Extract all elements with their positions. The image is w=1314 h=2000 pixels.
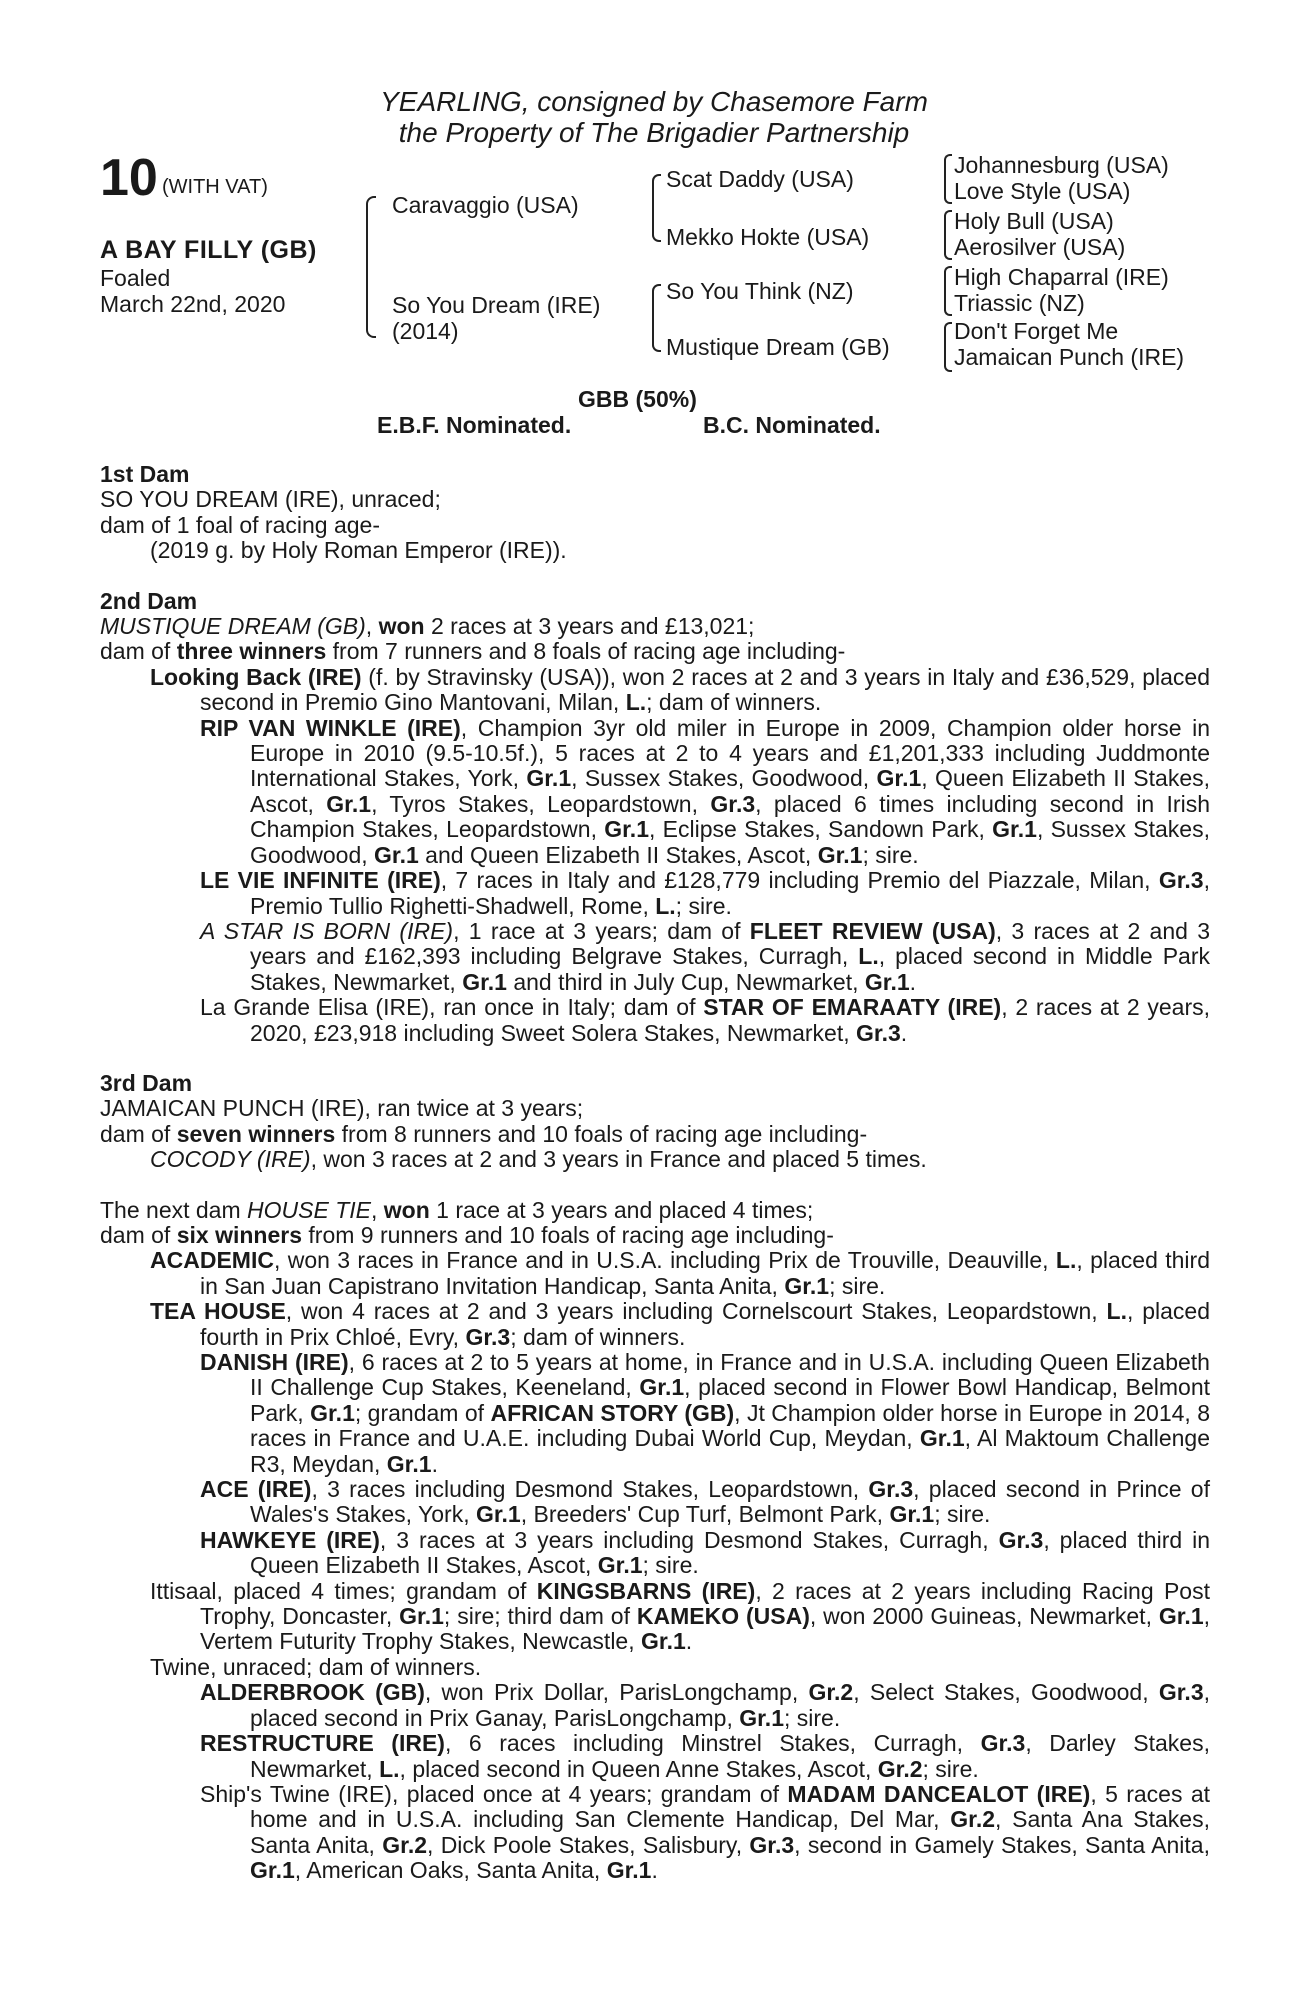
- entry-ace: ACE (IRE), 3 races including Desmond Stakes, Leopardstown, Gr.3, placed second in Prince of Wales's Stakes, York, Gr.1, Breeders' Cup Turf, Belmont Park, Gr.1; sire.: [200, 1476, 1210, 1528]
- pedigree-brace-g2: [944, 210, 952, 260]
- pedigree-g5: High Chaparral (IRE): [954, 264, 1169, 290]
- entry-academic: ACADEMIC, won 3 races in France and in U.S.A. including Prix de Trouville, Deauville, L., placed third in San Juan Capistrano Invitation Handicap, Santa Anita, Gr.1; sire.: [150, 1247, 1210, 1299]
- bc-nominated: B.C. Nominated.: [703, 412, 881, 438]
- entry-la-grande-elisa: La Grande Elisa (IRE), ran once in Italy; dam of STAR OF EMARAATY (IRE), 2 races at 2 years, 2020, £23,918 including Sweet Solera Stakes, Newmarket, Gr.3.: [200, 994, 1210, 1046]
- pedigree-g6: Triassic (NZ): [954, 290, 1085, 316]
- pedigree-brace-g4: [944, 322, 952, 372]
- first-dam-heading: 1st Dam: [100, 461, 190, 487]
- pedigree-brace-sire: [652, 174, 661, 242]
- pedigree-dam: So You Dream (IRE): [392, 292, 601, 318]
- third-dam-heading: 3rd Dam: [100, 1069, 193, 1096]
- entry-ships-twine: Ship's Twine (IRE), placed once at 4 years; grandam of MADAM DANCEALOT (IRE), 5 races at home and in U.S.A. including San Clemente Handicap, Del Mar, Gr.2, Santa Ana Stakes, Santa Anita, Gr.2, Dick Poole Stakes, Salisbury, Gr.3, second in Gamely Stakes, Santa Anita, Gr.1, American Oaks, Santa Anita, Gr.1.: [200, 1780, 1211, 1884]
- catalogue-header: [354, 86, 954, 148]
- gbb-percentage: GBB (50%): [578, 386, 697, 412]
- next-dam-summary: The next dam HOUSE TIE, won 1 race at 3 years and placed 4 times;: [100, 1196, 814, 1223]
- pedigree-g7: Don't Forget Me: [954, 318, 1119, 344]
- catalogue-body: [100, 462, 1210, 1884]
- pedigree-brace-dam: [652, 284, 661, 352]
- pedigree-g3: Holy Bull (USA): [954, 208, 1114, 234]
- lot-vat: (WITH VAT): [162, 176, 268, 198]
- first-dam-line-2: dam of 1 foal of racing age-: [100, 511, 380, 538]
- second-dam-summary: MUSTIQUE DREAM (GB), won 2 races at 3 years and £13,021;: [100, 613, 755, 640]
- pedigree-g8: Jamaican Punch (IRE): [954, 344, 1185, 370]
- pedigree-sire-dam: Mekko Hokte (USA): [666, 224, 870, 250]
- entry-alderbrook: ALDERBROOK (GB), won Prix Dollar, ParisLongchamp, Gr.2, Select Stakes, Goodwood, Gr.3, placed second in Prix Ganay, ParisLongchamp, Gr.1; sire.: [200, 1679, 1211, 1731]
- header-line-2: the Property of The Brigadier Partnership: [398, 117, 910, 148]
- first-dam-line-1: SO YOU DREAM (IRE), unraced;: [100, 486, 441, 513]
- pedigree-g2: Love Style (USA): [954, 178, 1131, 204]
- pedigree-brace-main: [366, 196, 376, 338]
- entry-rip-van-winkle: RIP VAN WINKLE (IRE), Champion 3yr old miler in Europe in 2009, Champion older horse in Europe in 2010 (9.5-10.5f.), 5 races at 2 to 4 years and £1,201,333 including Juddmonte International Stakes, York, Gr.1, Sussex Stakes, Goodwood, Gr.1, Queen Elizabeth II Stakes, Ascot, Gr.1, Tyros Stakes, Leopardstown, Gr.3, placed 6 times including second in Irish Champion Stakes, Leopardstown, Gr.1, Eclipse Stakes, Sandown Park, Gr.1, Sussex Stakes, Goodwood, Gr.1 and Queen Elizabeth II Stakes, Ascot, Gr.1; sire.: [200, 714, 1211, 868]
- next-dam-produce: dam of six winners from 9 runners and 10 foals of racing age including-: [100, 1221, 834, 1248]
- pedigree-sire: Caravaggio (USA): [392, 192, 579, 218]
- entry-le-vie-infinite: LE VIE INFINITE (IRE), 7 races in Italy and £128,779 including Premio del Piazzale, Milan, Gr.3, Premio Tullio Righetti-Shadwell, Rome, L.; sire.: [200, 867, 1210, 919]
- pedigree-dam-year: (2014): [392, 318, 459, 344]
- entry-restructure: RESTRUCTURE (IRE), 6 races including Minstrel Stakes, Curragh, Gr.3, Darley Stakes, Newmarket, L., placed second in Queen Anne Stakes, Ascot, Gr.2; sire.: [200, 1730, 1210, 1782]
- horse-name: A BAY FILLY (GB): [100, 236, 317, 264]
- pedigree-sire-sire: Scat Daddy (USA): [666, 166, 854, 192]
- entry-a-star-is-born: A STAR IS BORN (IRE), 1 race at 3 years; dam of FLEET REVIEW (USA), 3 races at 2 and 3 years and £162,393 including Belgrave Stakes, Curragh, L., placed second in Middle Park Stakes, Newmarket, Gr.1 and third in July Cup, Newmarket, Gr.1.: [200, 917, 1210, 995]
- pedigree-g4: Aerosilver (USA): [954, 234, 1126, 260]
- pedigree-dam-sire: So You Think (NZ): [666, 278, 854, 304]
- first-dam-line-3: (2019 g. by Holy Roman Emperor (IRE)).: [150, 537, 567, 564]
- ebf-nominated: E.B.F. Nominated.: [377, 412, 572, 438]
- entry-cocody: COCODY (IRE), won 3 races at 2 and 3 years in France and placed 5 times.: [150, 1146, 927, 1173]
- entry-ittisaal: Ittisaal, placed 4 times; grandam of KINGSBARNS (IRE), 2 races at 2 years including Racing Post Trophy, Doncaster, Gr.1; sire; third dam of KAMEKO (USA), won 2000 Guineas, Newmarket, Gr.1, Vertem Futurity Trophy Stakes, Newcastle, Gr.1.: [150, 1577, 1211, 1655]
- header-line-1: YEARLING, consigned by Chasemore Farm: [380, 86, 928, 117]
- foaled-info: [100, 265, 285, 317]
- lot-number: 10: [100, 149, 158, 207]
- pedigree-dam-dam: Mustique Dream (GB): [666, 334, 890, 360]
- second-dam-produce: dam of three winners from 7 runners and 8 foals of racing age including-: [100, 638, 846, 665]
- third-dam-produce: dam of seven winners from 8 runners and 10 foals of racing age including-: [100, 1120, 868, 1147]
- pedigree-brace-g3: [944, 266, 952, 316]
- entry-hawkeye: HAWKEYE (IRE), 3 races at 3 years including Desmond Stakes, Curragh, Gr.3, placed third in Queen Elizabeth II Stakes, Ascot, Gr.1; sire.: [200, 1526, 1211, 1579]
- entry-twine: Twine, unraced; dam of winners.: [150, 1653, 482, 1680]
- foaled-label: Foaled: [100, 265, 171, 291]
- second-dam-heading: 2nd Dam: [100, 587, 198, 614]
- entry-looking-back: Looking Back (IRE) (f. by Stravinsky (USA)), won 2 races at 2 and 3 years in Italy and £36,529, placed second in Premio Gino Mantovani, Milan, L.; dam of winners.: [150, 663, 1210, 716]
- entry-tea-house: TEA HOUSE, won 4 races at 2 and 3 years including Cornelscourt Stakes, Leopardstown, L., placed fourth in Prix Chloé, Evry, Gr.3; dam of winners.: [150, 1298, 1211, 1350]
- foaled-date: March 22nd, 2020: [100, 291, 286, 317]
- third-dam-line-1: JAMAICAN PUNCH (IRE), ran twice at 3 years;: [100, 1095, 584, 1122]
- pedigree-g1: Johannesburg (USA): [954, 152, 1169, 178]
- pedigree-brace-g1: [944, 154, 952, 204]
- entry-danish: DANISH (IRE), 6 races at 2 to 5 years at home, in France and in U.S.A. including Queen Elizabeth II Challenge Cup Stakes, Keeneland, Gr.1, placed second in Flower Bowl Handicap, Belmont Park, Gr.1; grandam of AFRICAN STORY (GB), Jt Champion older horse in Europe in 2014, 8 races in France and U.A.E. including Dubai World Cup, Meydan, Gr.1, Al Maktoum Challenge R3, Meydan, Gr.1.: [200, 1349, 1210, 1477]
